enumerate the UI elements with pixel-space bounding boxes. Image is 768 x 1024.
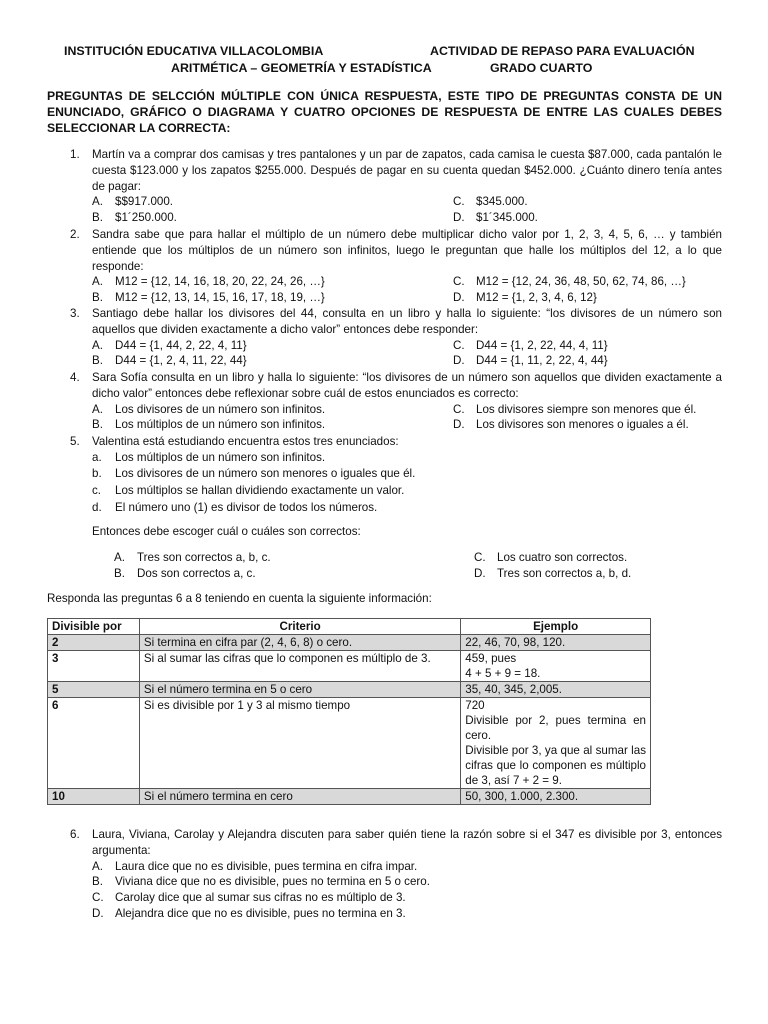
question-number: 6.: [70, 828, 80, 841]
option-c[interactable]: C. $345.000.: [453, 195, 528, 209]
statement-c: c. Los múltiplos se hallan dividiendo exactamente un valor.: [92, 483, 405, 497]
question-text: Santiago debe hallar los divisores del 44, consulta en un libro y halla lo siguiente: “los divisores de un número son aquellos que dividen exactamente a dicho valor” entonces debe responder:: [92, 307, 722, 336]
option-b[interactable]: B. Dos son correctos a, c.: [114, 566, 256, 580]
option-b[interactable]: B. Viviana dice que no es divisible, pues no termina en 5 o cero.: [92, 875, 430, 889]
table-row: 6 Si es divisible por 1 y 3 al mismo tiempo 720 Divisible por 2, pues termina en cero. Divisible por 3, ya que al sumar las cifras que lo componen es múltiplo de 3, así 7 + 2 = 9.: [48, 698, 651, 789]
header-criterio: Criterio: [139, 619, 460, 635]
table-header-row: [48, 619, 651, 635]
question-6: [70, 827, 722, 922]
option-b[interactable]: B. M12 = {12, 13, 14, 15, 16, 17, 18, 19, …}: [92, 291, 325, 305]
question-1: [70, 147, 722, 226]
question-3: [70, 306, 722, 369]
question-5-prompt: Entonces debe escoger cuál o cuáles son correctos:: [92, 525, 361, 538]
question-text: Laura, Viviana, Carolay y Alejandra discuten para saber quién tiene la razón sobre si el 347 es divisible por 3, entonces argumenta:: [92, 828, 722, 857]
table-row: 10 Si el número termina en cero 50, 300, 1.000, 2.300.: [48, 789, 651, 805]
answer-options: [92, 274, 722, 306]
question-text: Martín va a comprar dos camisas y tres pantalones y un par de zapatos, cada camisa le cuesta $87.000, cada pantalón le cuesta $123.000 y los zapatos $255.000. Después de pagar en su cuenta quedan $452.000. ¿Cuánto dinero tenía antes de pagar:: [92, 148, 722, 193]
divisibility-table: [47, 618, 651, 805]
option-a[interactable]: A. Laura dice que no es divisible, pues termina en cifra impar.: [92, 859, 418, 873]
option-d[interactable]: D. Los divisores son menores o iguales a él.: [453, 418, 689, 432]
subject-title: ARITMÉTICA – GEOMETRÍA Y ESTADÍSTICA: [171, 61, 432, 75]
option-a[interactable]: A. D44 = {1, 44, 2, 22, 4, 11}: [92, 338, 247, 352]
question-number: 5.: [70, 435, 80, 448]
question-4: [70, 370, 722, 433]
table-row: 5 Si el número termina en 5 o cero 35, 40, 345, 2,005.: [48, 682, 651, 698]
option-a[interactable]: A. Los divisores de un número son infinitos.: [92, 402, 326, 416]
answer-options: [92, 402, 722, 434]
activity-title: ACTIVIDAD DE REPASO PARA EVALUACIÓN: [430, 44, 695, 58]
grade-label: GRADO CUARTO: [490, 61, 593, 75]
header-ejemplo: Ejemplo: [461, 619, 651, 635]
question-number: 1.: [70, 148, 80, 161]
statement-a: a. Los múltiplos de un número son infinitos.: [92, 450, 326, 464]
question-number: 3.: [70, 307, 80, 320]
table-intro: Responda las preguntas 6 a 8 teniendo en cuenta la siguiente información:: [47, 592, 432, 605]
option-d[interactable]: D. Alejandra dice que no es divisible, pues no termina en 3.: [92, 906, 406, 920]
option-d[interactable]: D. $1´345.000.: [453, 211, 538, 225]
statement-list: [92, 450, 722, 516]
header-divisible: Divisible por: [48, 619, 140, 635]
table-row: 2 Si termina en cifra par (2, 4, 6, 8) o cero. 22, 46, 70, 98, 120.: [48, 635, 651, 651]
table-row: 3 Si al sumar las cifras que lo componen es múltiplo de 3. 459, pues 4 + 5 + 9 = 18.: [48, 651, 651, 682]
option-b[interactable]: B. $1´250.000.: [92, 211, 177, 225]
option-c[interactable]: C. M12 = {12, 24, 36, 48, 50, 62, 74, 86, …}: [453, 275, 686, 289]
option-a[interactable]: A. M12 = {12, 14, 16, 18, 20, 22, 24, 26, …}: [92, 275, 325, 289]
question-text: Sara Sofía consulta en un libro y halla lo siguiente: “los divisores de un número son aquellos que dividen exactamente a dicho valor” entonces debe reflexionar sobre cuál de estos enunciados es correcto:: [92, 371, 722, 400]
answer-options: [92, 194, 722, 226]
option-b[interactable]: B. Los múltiplos de un número son infinitos.: [92, 418, 326, 432]
question-text: Sandra sabe que para hallar el múltiplo de un número debe multiplicar dicho valor por 1, 2, 3, 4, 5, 6, … y también entiende que los múltiplos de un número son infinitos, luego le preguntan que halle los múltiplos del 12, a lo que responde:: [92, 228, 722, 273]
option-a[interactable]: A. $$917.000.: [92, 195, 174, 209]
option-d[interactable]: D. Tres son correctos a, b, d.: [474, 566, 632, 580]
answer-options: [92, 338, 722, 370]
question-5: [70, 434, 722, 516]
option-d[interactable]: D. D44 = {1, 11, 2, 22, 4, 44}: [453, 354, 608, 368]
option-b[interactable]: B. D44 = {1, 2, 4, 11, 22, 44}: [92, 354, 247, 368]
answer-options: [92, 859, 722, 922]
option-c[interactable]: C. Los divisores siempre son menores que él.: [453, 402, 697, 416]
school-name: INSTITUCIÓN EDUCATIVA VILLACOLOMBIA: [64, 44, 324, 58]
question-number: 4.: [70, 371, 80, 384]
question-5-options: [114, 550, 722, 582]
answer-options: [114, 550, 722, 582]
option-c[interactable]: C. Carolay dice que al sumar sus cifras no es múltiplo de 3.: [92, 891, 406, 905]
statement-d: d. El número uno (1) es divisor de todos los números.: [92, 500, 378, 514]
question-number: 2.: [70, 228, 80, 241]
option-a[interactable]: A. Tres son correctos a, b, c.: [114, 551, 271, 564]
question-text: Valentina está estudiando encuentra estos tres enunciados:: [92, 435, 399, 448]
option-d[interactable]: D. M12 = {1, 2, 3, 4, 6, 12}: [453, 291, 597, 305]
option-c[interactable]: C. Los cuatro son correctos.: [474, 551, 628, 564]
question-2: [70, 227, 722, 306]
option-c[interactable]: C. D44 = {1, 2, 22, 44, 4, 11}: [453, 338, 608, 352]
statement-b: b. Los divisores de un número son menores o iguales que él.: [92, 467, 416, 481]
instructions: PREGUNTAS DE SELCCIÓN MÚLTIPLE CON ÚNICA RESPUESTA, ESTE TIPO DE PREGUNTAS CONSTA DE UN ENUNCIADO, GRÁFICO O DIAGRAMA Y CUATRO OPCIONES DE RESPUESTA DE ENTRE LAS CUALES DEBES SELECCIONAR LA CORRECTA:: [47, 89, 722, 135]
